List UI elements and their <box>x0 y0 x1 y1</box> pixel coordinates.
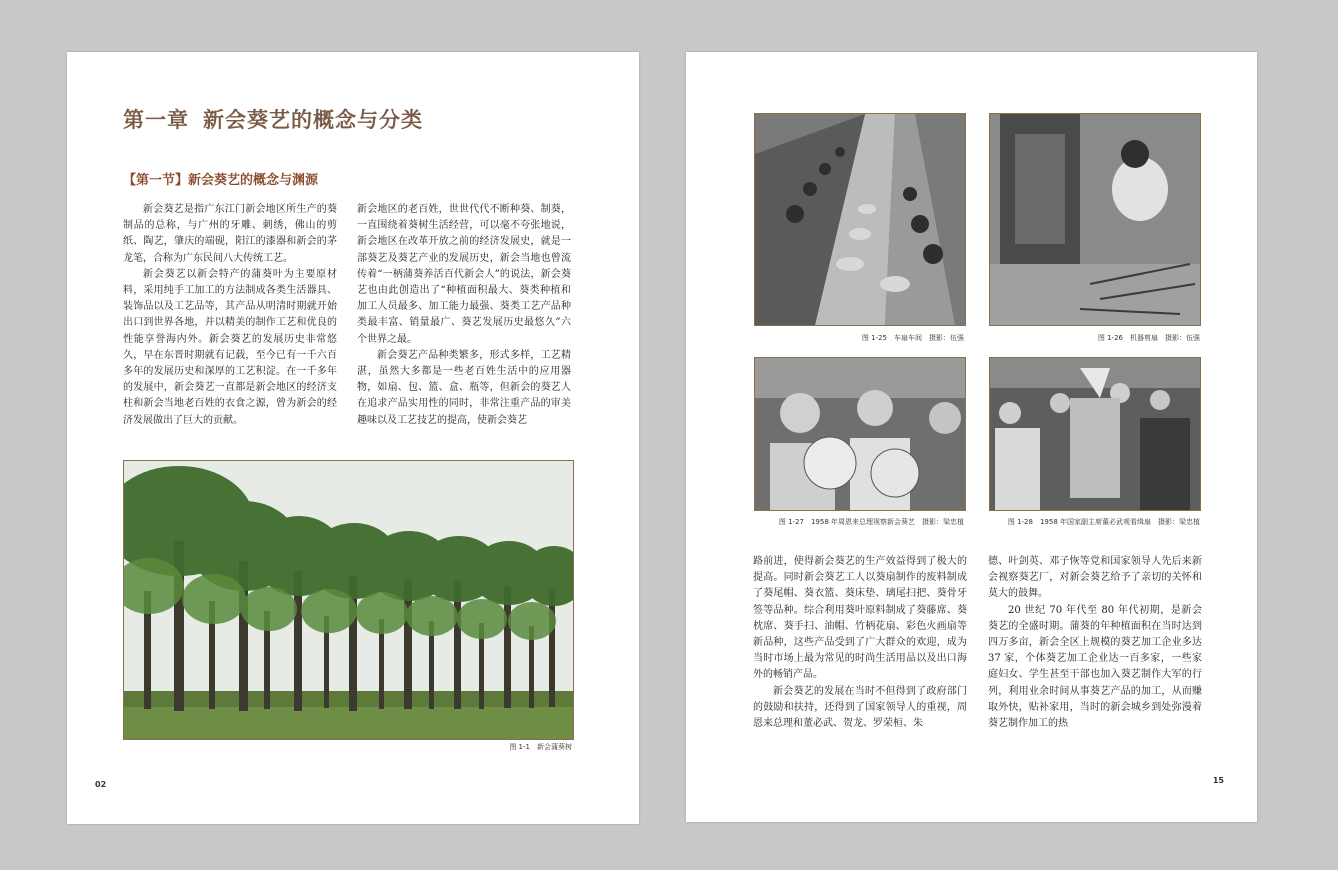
text-column-2 <box>357 202 571 429</box>
visit-illustration <box>990 358 1200 510</box>
machine-illustration <box>990 114 1200 325</box>
photo-machine-cutting <box>989 113 1201 326</box>
page-number: 15 <box>1212 776 1224 785</box>
caption-fig-1-26: 图 1-26 机器剪扇 摄影：伍强 <box>1097 334 1200 342</box>
photo-caption: 图 1-1 新会蒲葵树 <box>509 743 572 751</box>
page-number: 02 <box>95 780 107 789</box>
paragraph: 德、叶剑英、邓子恢等党和国家领导人先后来新会视察葵艺厂，对新会葵艺给予了亲切的关怀和莫大的鼓舞。 <box>988 556 1202 600</box>
paragraph: 新会葵艺的发展在当时不但得到了政府部门的鼓励和扶持，还得到了国家领导人的重视，周恩来总理和董必武、贺龙、罗荣桓、朱 <box>753 685 967 730</box>
photo-zhou-enlai <box>754 357 966 511</box>
text-column-2 <box>988 554 1202 732</box>
palm-trees-illustration <box>124 461 573 739</box>
paragraph: 新会葵艺产品种类繁多，形式多样，工艺精湛，虽然大多都是一些老百姓生活中的应用器物，如扇、包、篮、盒、瓶等，但新会的葵艺人在追求产品实用性的同时，非常注重产品的审美趣味以及工艺技艺的提高，使新会葵艺 <box>357 349 571 426</box>
palm-trees-photo <box>123 460 574 740</box>
photo-dong-biwu <box>989 357 1201 511</box>
paragraph: 新会葵艺是指广东江门新会地区所生产的葵制品的总称，与广州的牙雕、刺绣，佛山的剪纸、陶艺，肇庆的端砚，阳江的漆器和新会的茅龙笔，合称为广东民间八大传统工艺。 <box>123 204 337 264</box>
caption-fig-1-28: 图 1-28 1958 年国家副主席董必武观看缉扇 摄影：梁忠植 <box>1007 518 1200 526</box>
leaders-illustration <box>755 358 965 510</box>
chapter-title <box>123 104 423 134</box>
caption-fig-1-25: 图 1-25 车扇车间 摄影：伍强 <box>861 334 964 342</box>
paragraph: 路前进，使得新会葵艺的生产效益得到了极大的提高。同时新会葵艺工人以葵扇制作的废料制成了葵尾帽、葵衣篮、葵床垫、璃尾扫把、葵骨牙签等品种。综合利用葵叶原料制成了葵藤席、葵枕席、葵手扫、油帽、竹柄花扇、彩色火画扇等新品种，这些产品受到了广大群众的欢迎，成为当时市场上最为常见的时尚生活用品以及出口海外的畅销产品。 <box>753 556 967 681</box>
paragraph: 新会葵艺以新会特产的蒲葵叶为主要原材料，采用纯手工加工的方法制成各类生活器具、装饰品以及工艺品等，其产品从明清时期就开始出口到世界各地，并以精美的制作工艺和优良的性能享誉海内外。新会葵艺的发展历史非常悠久，早在东晋时期就有记载，至今已有一千六百多年的发展历史和深厚的工艺积淀。在一千多年的发展中，新会葵艺一直都是新会地区的经济支柱和新会当地老百姓的衣食之源，曾为新会的经济发展做出了巨大的贡献。 <box>123 268 337 426</box>
photo-fan-workshop <box>754 113 966 326</box>
paragraph: 新会地区的老百姓，世世代代不断种葵、制葵，一直围绕着葵树生活经营，可以毫不夸张地说，新会地区在改革开放之前的经济发展史，就是一部葵艺及葵艺产业的发展历史，新会当地也曾流传着“一柄蒲葵养活百代新会人”的说法，新会葵艺也由此创造出了“种植面积最大、葵类种植和加工人员最多、加工能力最强、葵类工艺产品种类最丰富、销量最广、葵艺发展历史最悠久”六个世界之最。 <box>357 204 571 345</box>
workshop-illustration <box>755 114 965 325</box>
paragraph: 20 世纪 70 年代至 80 年代初期，是新会葵艺的全盛时期。蒲葵的年种植面积在当时达到四万多亩，新会全区上规模的葵艺加工企业多达 37 家，个体葵艺加工企业达一百多家，一些家庭妇女、学生甚至干部也加入葵艺制作大军的行列，利用业余时间从事葵艺产品的加工，从而赚取外快，贴补家用，当时的新会城乡到处弥漫着葵艺制作加工的热 <box>988 604 1202 730</box>
left-page <box>67 52 639 824</box>
text-column-1 <box>123 202 337 429</box>
chapter-label: 第一章 <box>123 107 189 132</box>
section-title: 【第一节】新会葵艺的概念与渊源 <box>123 173 319 188</box>
chapter-heading: 新会葵艺的概念与分类 <box>203 107 423 132</box>
right-page <box>686 52 1257 822</box>
text-column-1 <box>753 554 967 732</box>
caption-fig-1-27: 图 1-27 1958 年周恩来总理视察新会葵艺 摄影：梁忠植 <box>778 518 964 526</box>
